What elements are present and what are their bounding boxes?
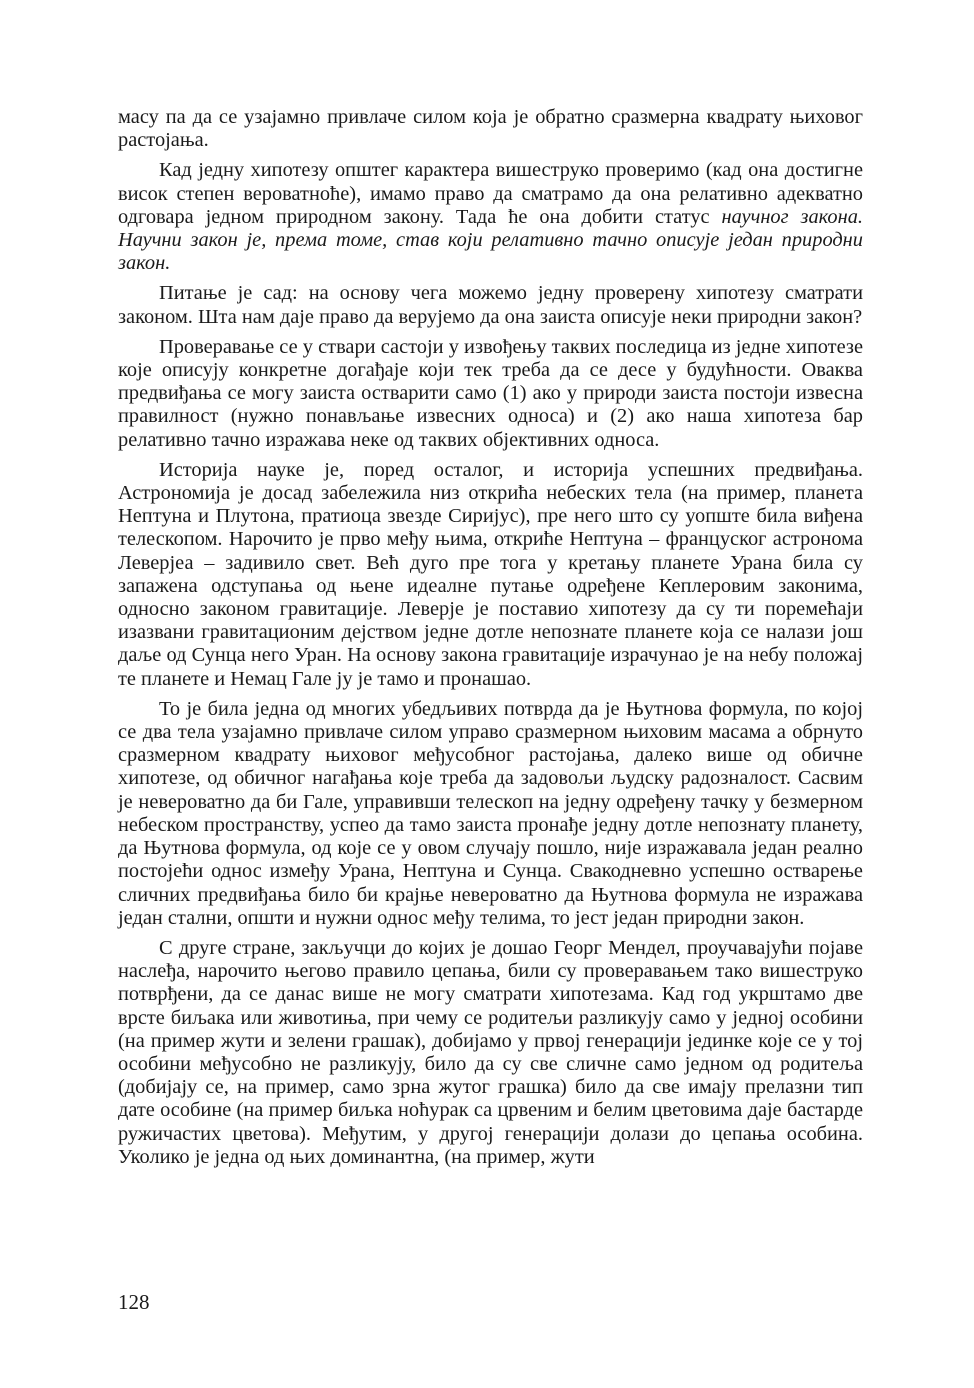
paragraph — [118, 336, 863, 452]
paragraph — [118, 459, 863, 691]
paragraph — [118, 282, 863, 328]
paragraph-text: С друге стране, закључци до којих је дошао Георг Мендел, проучавајући појаве наслеђа, нарочито његово правило цепања, били су проверавањем тако вишеструко потврђени, да се данас више не могу сматрати хипотезама. Кад год укрштамо две врсте биљака или животиња, при чему се родитељи разликују само у једној особини (на пример жути и зелени грашак), добијамо у првој генерацији јединке које се у тој особини међусобно не разликују, било да су све сличне само једном од родитеља (добијају се, на пример, само зрна жутог грашка) било да све имају прелазни тип дате особине (на пример биљка ноћурак са црвеним и белим цветовима даје бастарде ружичастих цветова). Међутим, у другој генерацији долази до цепања особина. Уколико је једна од њих доминантна, (на пример, жути — [118, 936, 863, 1168]
italic-text: научног закона. Научни закон је, према томе, став који релативно тачно описује један природни закон. — [118, 205, 863, 275]
paragraph — [118, 159, 863, 275]
paragraph-text: То је била једна од многих убедљивих потврда да је Њутнова формула, по којој се два тела узајамно привлаче силом управо сразмерном њиховим масама а обрнуто сразмерном квадрату њиховог међусобног растојања, далеко више од обичне хипотезе, од обичног нагађања које треба да задовољи људску радозналост. Сасвим је невероватно да би Гале, управивши телескоп на једну одређену тачку у безмерном небеском пространству, успео да тамо заиста пронађе једну дотле непознату планету, да Њутнова формула, од које се у овом случају пошло, није изражавала један реално постојећи однос између Урана, Нептуна и Сунца. Свакодневно успешно остварење сличних предвиђања било би крајње невероватно да Њутнова формула не изражава један стални, општи и нужни однос међу телима, то јест један природни закон. — [118, 697, 863, 929]
paragraph-text: Историја науке је, поред осталог, и историја успешних предвиђања. Астрономија је досад забележила низ открића небеских тела (на пример, планета Нептуна и Плутона, пратиоца звезде Сиријус), пре него што су уопште била виђена телескопом. Нарочито је прво међу њима, откриће Нептуна – француског астронома Леверјеа – задивило свет. Већ дуго пре тога у кретању планете Урана била су запажена одступања од њене идеалне путање одређене Кеплеровим законима, односно законом гравитације. Леверје је поставио хипотезу да су ти поремећаји изазвани гравитационим дејством једне дотле непознате планете која се налази још даље од Сунца него Уран. На основу закона гравитације израчунао је на небу положај те планете и Немац Гале ју је тамо и пронашао. — [118, 458, 863, 690]
paragraph-text: масу па да се узајамно привлаче силом која је обратно сразмерна квадрату њиховог растојања. — [118, 106, 863, 152]
paragraph — [118, 937, 863, 1169]
paragraph-text: Проверавање се у ствари састоји у извођењу таквих последица из једне хипотезе које описују конкретне догађаје који тек треба да се десе у будућности. Оваква предвиђања се могу заиста остварити само (1) ако у природи заиста постоји извесна правилност (нужно понављање извесних односа) и (2) ако наша хипотеза бар релативно тачно изражава неке од таквих објективних односа. — [118, 335, 863, 451]
paragraph-text: Кад једну хипотезу општег карактера вишеструко проверимо (кад она достигне висок степен вероватноће), имамо право да сматрамо да она релативно адекватно одговара једном природном закону. Тада ће она добити статус — [118, 159, 863, 228]
paragraph-text: Питање је сад: на основу чега можемо једну проверену хипотезу сматрати законом. Шта нам даје право да верујемо да она заиста описује неки природни закон? — [118, 282, 863, 328]
body-text — [118, 106, 863, 1176]
page-number: 128 — [118, 1290, 150, 1314]
paragraph — [118, 698, 863, 930]
paragraph — [118, 106, 863, 152]
